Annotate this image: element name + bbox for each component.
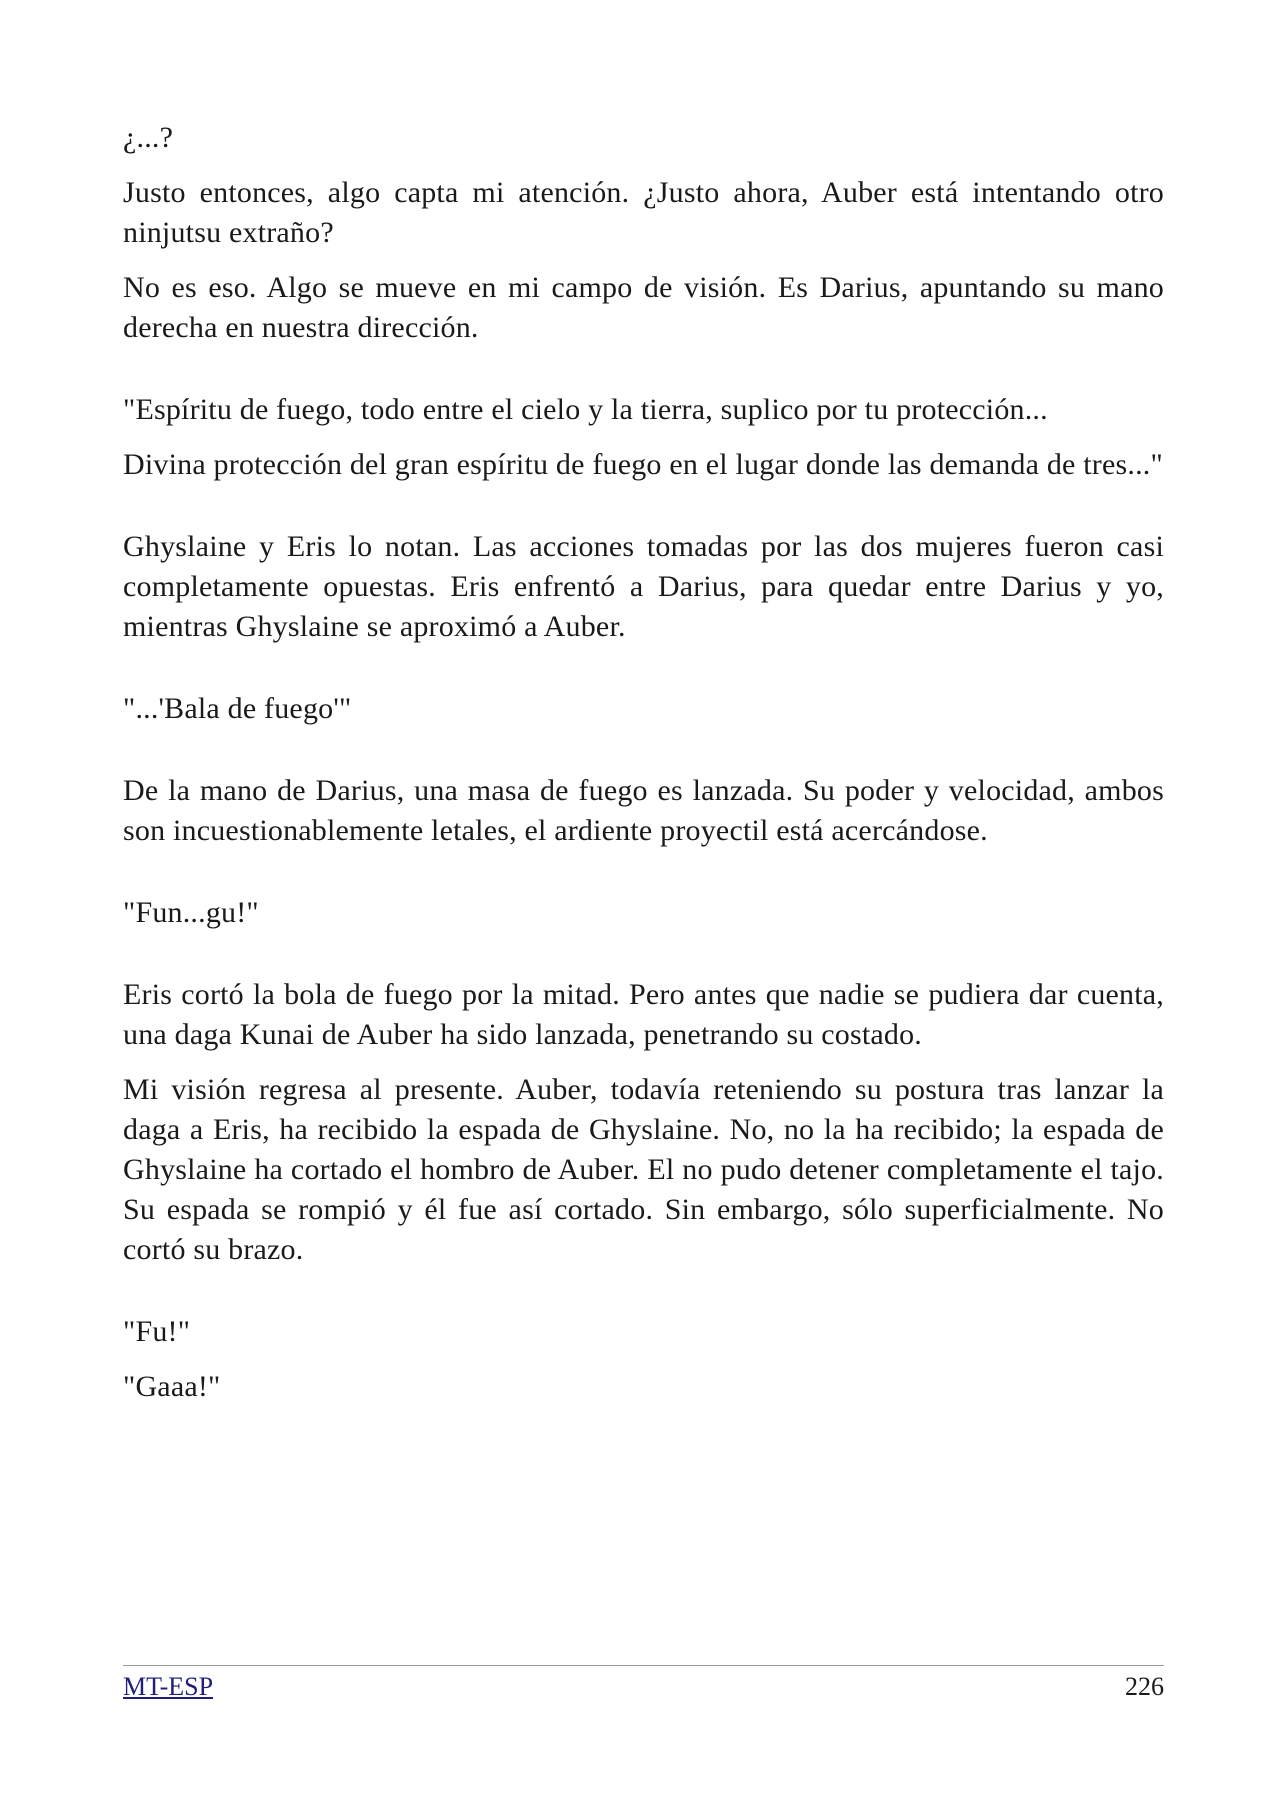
page-number: 226 [1125, 1672, 1164, 1701]
paragraph-3: No es eso. Algo se mueve en mi campo de visión. Es Darius, apuntando su mano derecha en nuestra dirección. [123, 271, 1164, 344]
paragraph-11: Mi visión regresa al presente. Auber, todavía reteniendo su postura tras lanzar la daga a Eris, ha recibido la espada de Ghyslaine. No, no la ha recibido; la espada de Ghyslaine ha cortado el hombro de Auber. El no pudo detener completamente el tajo. Su espada se rompió y él fue así cortado. Sin embargo, sólo superficialmente. No cortó su brazo. [123, 1073, 1164, 1266]
paragraph-2: Justo entonces, algo capta mi atención. ¿Justo ahora, Auber está intentando otro ninjutsu extraño? [123, 176, 1164, 249]
page-footer [123, 1665, 1164, 1702]
document-body [123, 118, 1164, 1407]
paragraph-4: "Espíritu de fuego, todo entre el cielo y la tierra, suplico por tu protección... [123, 393, 1048, 426]
footer-link-mt-esp[interactable]: MT-ESP [123, 1672, 214, 1701]
paragraph-9: "Fun...gu!" [123, 896, 259, 929]
paragraph-8: De la mano de Darius, una masa de fuego es lanzada. Su poder y velocidad, ambos son incuestionablemente letales, el ardiente proyectil está acercándose. [123, 774, 1164, 847]
paragraph-12: "Fu!" [123, 1315, 191, 1348]
paragraph-13: "Gaaa!" [123, 1370, 221, 1403]
paragraph-10: Eris cortó la bola de fuego por la mitad. Pero antes que nadie se pudiera dar cuenta, una daga Kunai de Auber ha sido lanzada, penetrando su costado. [123, 978, 1164, 1051]
paragraph-5: Divina protección del gran espíritu de fuego en el lugar donde las demanda de tres..." [123, 448, 1163, 481]
paragraph-7: "...'Bala de fuego'" [123, 692, 352, 725]
paragraph-6: Ghyslaine y Eris lo notan. Las acciones tomadas por las dos mujeres fueron casi completamente opuestas. Eris enfrentó a Darius, para quedar entre Darius y yo, mientras Ghyslaine se aproximó a Auber. [123, 530, 1164, 643]
paragraph-1: ¿...? [123, 121, 174, 154]
